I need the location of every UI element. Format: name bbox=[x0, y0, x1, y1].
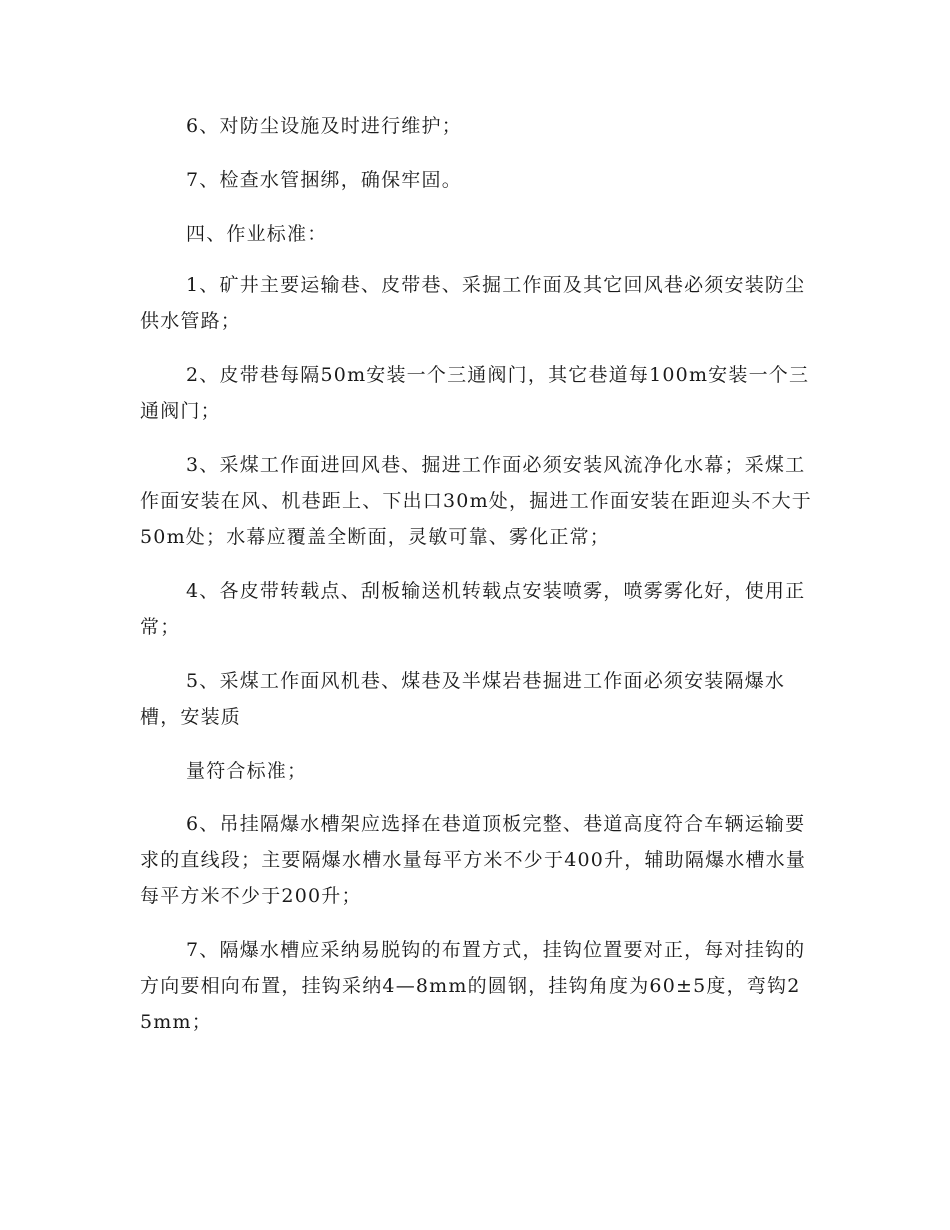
paragraph-standard-2: 2、皮带巷每隔50m安装一个三通阀门，其它巷道每100m安装一个三通阀门； bbox=[140, 364, 810, 422]
paragraph-standard-1: 1、矿井主要运输巷、皮带巷、采掘工作面及其它回风巷必须安装防尘供水管路； bbox=[140, 274, 806, 332]
paragraph-standard-5: 5、采煤工作面风机巷、煤巷及半煤岩巷掘进工作面必须安装隔爆水槽，安装质 bbox=[140, 670, 786, 728]
section-heading-work-standards: 四、作业标准： bbox=[186, 223, 328, 245]
paragraph-water-pipe-binding: 7、检查水管捆绑，确保牢固。 bbox=[186, 169, 462, 191]
paragraph-standard-4: 4、各皮带转载点、刮板输送机转载点安装喷雾，喷雾雾化好，使用正常； bbox=[140, 580, 806, 638]
paragraph-standard-6: 6、吊挂隔爆水槽架应选择在巷道顶板完整、巷道高度符合车辆运输要求的直线段；主要隔爆水槽水量每平方米不少于400升，辅助隔爆水槽水量每平方米不少于200升； bbox=[140, 813, 807, 907]
paragraph-dust-facility-maintenance: 6、对防尘设施及时进行维护； bbox=[186, 115, 462, 137]
paragraph-standard-5-continued: 量符合标准； bbox=[186, 760, 308, 782]
paragraph-standard-7: 7、隔爆水槽应采纳易脱钩的布置方式，挂钩位置要对正，每对挂钩的方向要相向布置，挂钩采纳4—8mm的圆钢，挂钩角度为60±5度，弯钩25mm； bbox=[140, 939, 806, 1033]
paragraph-standard-3: 3、采煤工作面进回风巷、掘进工作面必须安装风流净化水幕；采煤工作面安装在风、机巷距上、下出口30m处，掘进工作面安装在距迎头不大于50m处；水幕应覆盖全断面，灵敏可靠、雾化正常； bbox=[140, 454, 812, 548]
